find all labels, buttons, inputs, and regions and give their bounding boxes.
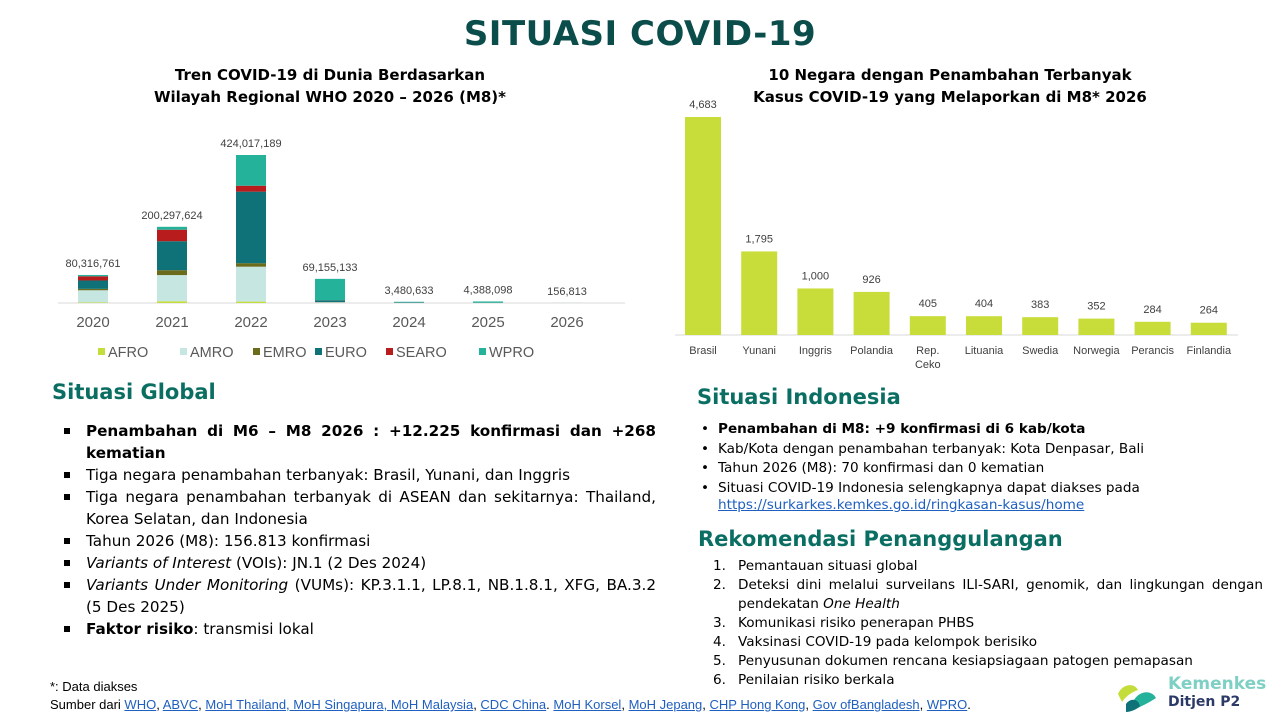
- footnote: [50, 678, 971, 714]
- indonesia-list: [698, 420, 1263, 498]
- kemenkes-logo: [1112, 676, 1272, 716]
- bar-segment-wpro-2021: [157, 227, 187, 230]
- bar-perancis: [1135, 322, 1171, 335]
- year-label-2021: 2021: [155, 314, 189, 331]
- year-label-2023: 2023: [313, 314, 347, 331]
- bar-segment-emro-2021: [157, 270, 187, 275]
- category-label-lituania: Lituania: [964, 345, 1004, 357]
- indonesia-link-wrap: [718, 497, 1084, 513]
- legend-label-wpro: WPRO: [489, 345, 535, 361]
- year-label-2024: 2024: [392, 314, 426, 331]
- legend-swatch-amro: [180, 348, 187, 355]
- legend-label-euro: EURO: [325, 345, 367, 361]
- bar-segment-wpro-2025: [473, 301, 503, 302]
- bar-norwegia: [1078, 319, 1114, 335]
- rekomendasi-item: 1. Pemantauan situasi global: [713, 558, 918, 574]
- global-item: Tahun 2026 (M8): 156.813 konfirmasi: [60, 530, 656, 552]
- rekomendasi-heading: Rekomendasi Penanggulangan: [698, 527, 1063, 551]
- rekomendasi-item: 5. Penyusunan dokumen rencana kesiapsiagaan patogen pemapasan: [713, 653, 1193, 669]
- indonesia-heading: Situasi Indonesia: [697, 385, 901, 409]
- source-link[interactable]: MoH Jepang: [628, 697, 703, 712]
- bar-segment-amro-2023: [315, 302, 345, 303]
- rekomendasi-item: 2. Deteksi dini melalui surveilans ILI-SARI, genomik, dan lingkungan dengan pendekatan One Health: [713, 577, 1263, 612]
- rekomendasi-item: 6. Penilaian risiko berkala: [713, 672, 895, 688]
- category-label-yunani: Yunani: [742, 345, 777, 357]
- footnote-note: *: Data diakses: [50, 679, 138, 694]
- value-label-lituania: 404: [974, 298, 994, 311]
- category-label-rep-ceko: Rep. Ceko: [914, 345, 941, 371]
- legend-label-emro: EMRO: [263, 345, 307, 361]
- year-label-2020: 2020: [76, 314, 110, 331]
- right-chart-title-line2: Kasus COVID-19 yang Melaporkan di M8* 2026: [753, 88, 1147, 106]
- bar-segment-wpro-2022: [236, 155, 266, 186]
- category-label-polandia: Polandia: [850, 345, 894, 357]
- rekomendasi-item: 4. Vaksinasi COVID-19 pada kelompok berisiko: [713, 634, 1038, 650]
- bar-segment-amro-2021: [157, 275, 187, 301]
- bar-polandia: [854, 292, 890, 335]
- bar-segment-wpro-2020: [78, 275, 108, 276]
- bar-swedia: [1022, 317, 1058, 335]
- indonesia-link[interactable]: https://surkarkes.kemkes.go.id/ringkasan-kasus/home: [718, 497, 1085, 513]
- bar-rep-ceko: [910, 316, 946, 335]
- bar-segment-amro-2020: [78, 290, 108, 302]
- bar-segment-amro-2022: [236, 267, 266, 302]
- global-item: Tiga negara penambahan terbanyak: Brasil, Yunani, dan Inggris: [60, 464, 656, 486]
- global-item: Variants of Interest (VOIs): JN.1 (2 Des 2024): [60, 552, 656, 574]
- source-link[interactable]: MoH Thailand, MoH Singapura, MoH Malaysia: [205, 697, 474, 712]
- legend-label-afro: AFRO: [108, 345, 149, 361]
- rekomendasi-item: 3. Komunikasi risiko penerapan PHBS: [713, 615, 975, 631]
- regional-trend-chart: [40, 120, 640, 370]
- source-link[interactable]: Gov ofBangladesh: [812, 697, 920, 712]
- bar-inggris: [797, 288, 833, 335]
- indonesia-item: • Situasi COVID-19 Indonesia selengkapnya dapat diakses pada: [698, 479, 1263, 499]
- bar-segment-searo-2021: [157, 230, 187, 242]
- global-item: Faktor risiko: transmisi lokal: [60, 618, 656, 640]
- global-heading: Situasi Global: [52, 380, 216, 404]
- bar-yunani: [741, 251, 777, 335]
- category-label-finlandia: Finlandia: [1186, 345, 1232, 357]
- bar-segment-searo-2020: [78, 276, 108, 280]
- bar-lituania: [966, 316, 1002, 335]
- total-label-2020: 80,316,761: [65, 257, 121, 270]
- top-countries-chart: [670, 90, 1270, 380]
- value-label-norwegia: 352: [1087, 300, 1106, 313]
- bar-segment-euro-2022: [236, 192, 266, 264]
- legend-swatch-emro: [253, 348, 260, 355]
- indonesia-item: • Kab/Kota dengan penambahan terbanyak: Kota Denpasar, Bali: [698, 440, 1263, 460]
- source-link[interactable]: CHP Hong Kong: [709, 697, 806, 712]
- total-label-2025: 4,388,098: [463, 284, 513, 297]
- bar-segment-euro-2023: [315, 300, 345, 302]
- page-title: SITUASI COVID-19: [463, 14, 817, 54]
- year-label-2022: 2022: [234, 314, 268, 331]
- legend-swatch-searo: [386, 348, 393, 355]
- legend-swatch-afro: [98, 348, 105, 355]
- category-label-perancis: Perancis: [1131, 345, 1174, 357]
- value-label-polandia: 926: [862, 273, 881, 286]
- year-label-2025: 2025: [471, 314, 505, 331]
- category-label-norwegia: Norwegia: [1073, 345, 1120, 357]
- bar-segment-euro-2024: [394, 302, 424, 303]
- category-label-swedia: Swedia: [1022, 345, 1059, 357]
- source-link[interactable]: ABVC: [162, 697, 199, 712]
- value-label-swedia: 383: [1031, 299, 1050, 312]
- source-link[interactable]: MoH Korsel: [553, 697, 622, 712]
- bar-segment-afro-2021: [157, 301, 187, 303]
- value-label-finlandia: 264: [1199, 304, 1218, 317]
- right-chart-title-line1: 10 Negara dengan Penambahan Terbanyak: [768, 66, 1132, 84]
- left-chart-title: [110, 64, 550, 108]
- source-link[interactable]: CDC China: [480, 697, 547, 712]
- value-label-yunani: 1,795: [745, 233, 773, 246]
- bar-brasil: [685, 117, 721, 335]
- legend-swatch-wpro: [479, 348, 486, 355]
- left-chart-title-line2: Wilayah Regional WHO 2020 – 2026 (M8)*: [153, 88, 507, 106]
- legend-swatch-euro: [315, 348, 322, 355]
- indonesia-item: • Penambahan di M8: +9 konfirmasi di 6 kab/kota: [698, 420, 1263, 440]
- legend-label-amro: AMRO: [190, 345, 234, 361]
- source-link[interactable]: WHO: [124, 697, 157, 712]
- bar-segment-emro-2022: [236, 263, 266, 266]
- kemenkes-leaf-icon: [1112, 676, 1168, 716]
- source-link[interactable]: WPRO: [926, 697, 968, 712]
- value-label-rep-ceko: 405: [918, 298, 937, 311]
- bar-segment-emro-2020: [78, 289, 108, 290]
- total-label-2022: 424,017,189: [220, 138, 282, 150]
- total-label-2021: 200,297,624: [141, 209, 203, 222]
- global-item: Penambahan di M6 – M8 2026 : +12.225 konfirmasi dan +268 kematian: [60, 420, 656, 464]
- bar-segment-euro-2020: [78, 280, 108, 288]
- sources-line: Sumber dari WHO, ABVC, MoH Thailand, MoH Singapura, MoH Malaysia, CDC China. MoH Korsel, MoH Jepang, CHP Hong Kong, Gov ofBangladesh, WPRO.: [50, 697, 971, 712]
- bar-segment-searo-2022: [236, 186, 266, 192]
- legend-label-searo: SEARO: [396, 345, 447, 361]
- left-chart-title-line1: Tren COVID-19 di Dunia Berdasarkan: [174, 66, 486, 84]
- bar-segment-euro-2021: [157, 241, 187, 270]
- global-item: Variants Under Monitoring (VUMs): KP.3.1.1, LP.8.1, NB.1.8.1, XFG, BA.3.2 (5 Des 2025): [60, 574, 656, 618]
- total-label-2026: 156,813: [547, 285, 587, 298]
- sources-prefix: Sumber dari: [50, 697, 125, 712]
- bar-segment-afro-2020: [78, 302, 108, 303]
- indonesia-item: • Tahun 2026 (M8): 70 konfirmasi dan 0 kematian: [698, 459, 1263, 479]
- bar-finlandia: [1191, 323, 1227, 335]
- year-label-2026: 2026: [550, 314, 584, 331]
- value-label-perancis: 284: [1143, 303, 1162, 316]
- bar-segment-afro-2022: [236, 302, 266, 303]
- total-label-2024: 3,480,633: [384, 284, 434, 297]
- category-label-inggris: Inggris: [798, 345, 832, 357]
- global-list: [60, 420, 656, 640]
- global-item: Tiga negara penambahan terbanyak di ASEAN dan sekitarnya: Thailand, Korea Selatan, dan Indonesia: [60, 486, 656, 530]
- total-label-2023: 69,155,133: [302, 261, 358, 274]
- category-label-brasil: Brasil: [689, 345, 717, 357]
- bar-segment-wpro-2023: [315, 279, 345, 300]
- value-label-brasil: 4,683: [689, 99, 717, 111]
- logo-line1: Kemenkes: [1168, 674, 1267, 694]
- logo-line2: Ditjen P2: [1168, 694, 1241, 710]
- value-label-inggris: 1,000: [801, 270, 830, 283]
- rekomendasi-list: [698, 557, 1263, 690]
